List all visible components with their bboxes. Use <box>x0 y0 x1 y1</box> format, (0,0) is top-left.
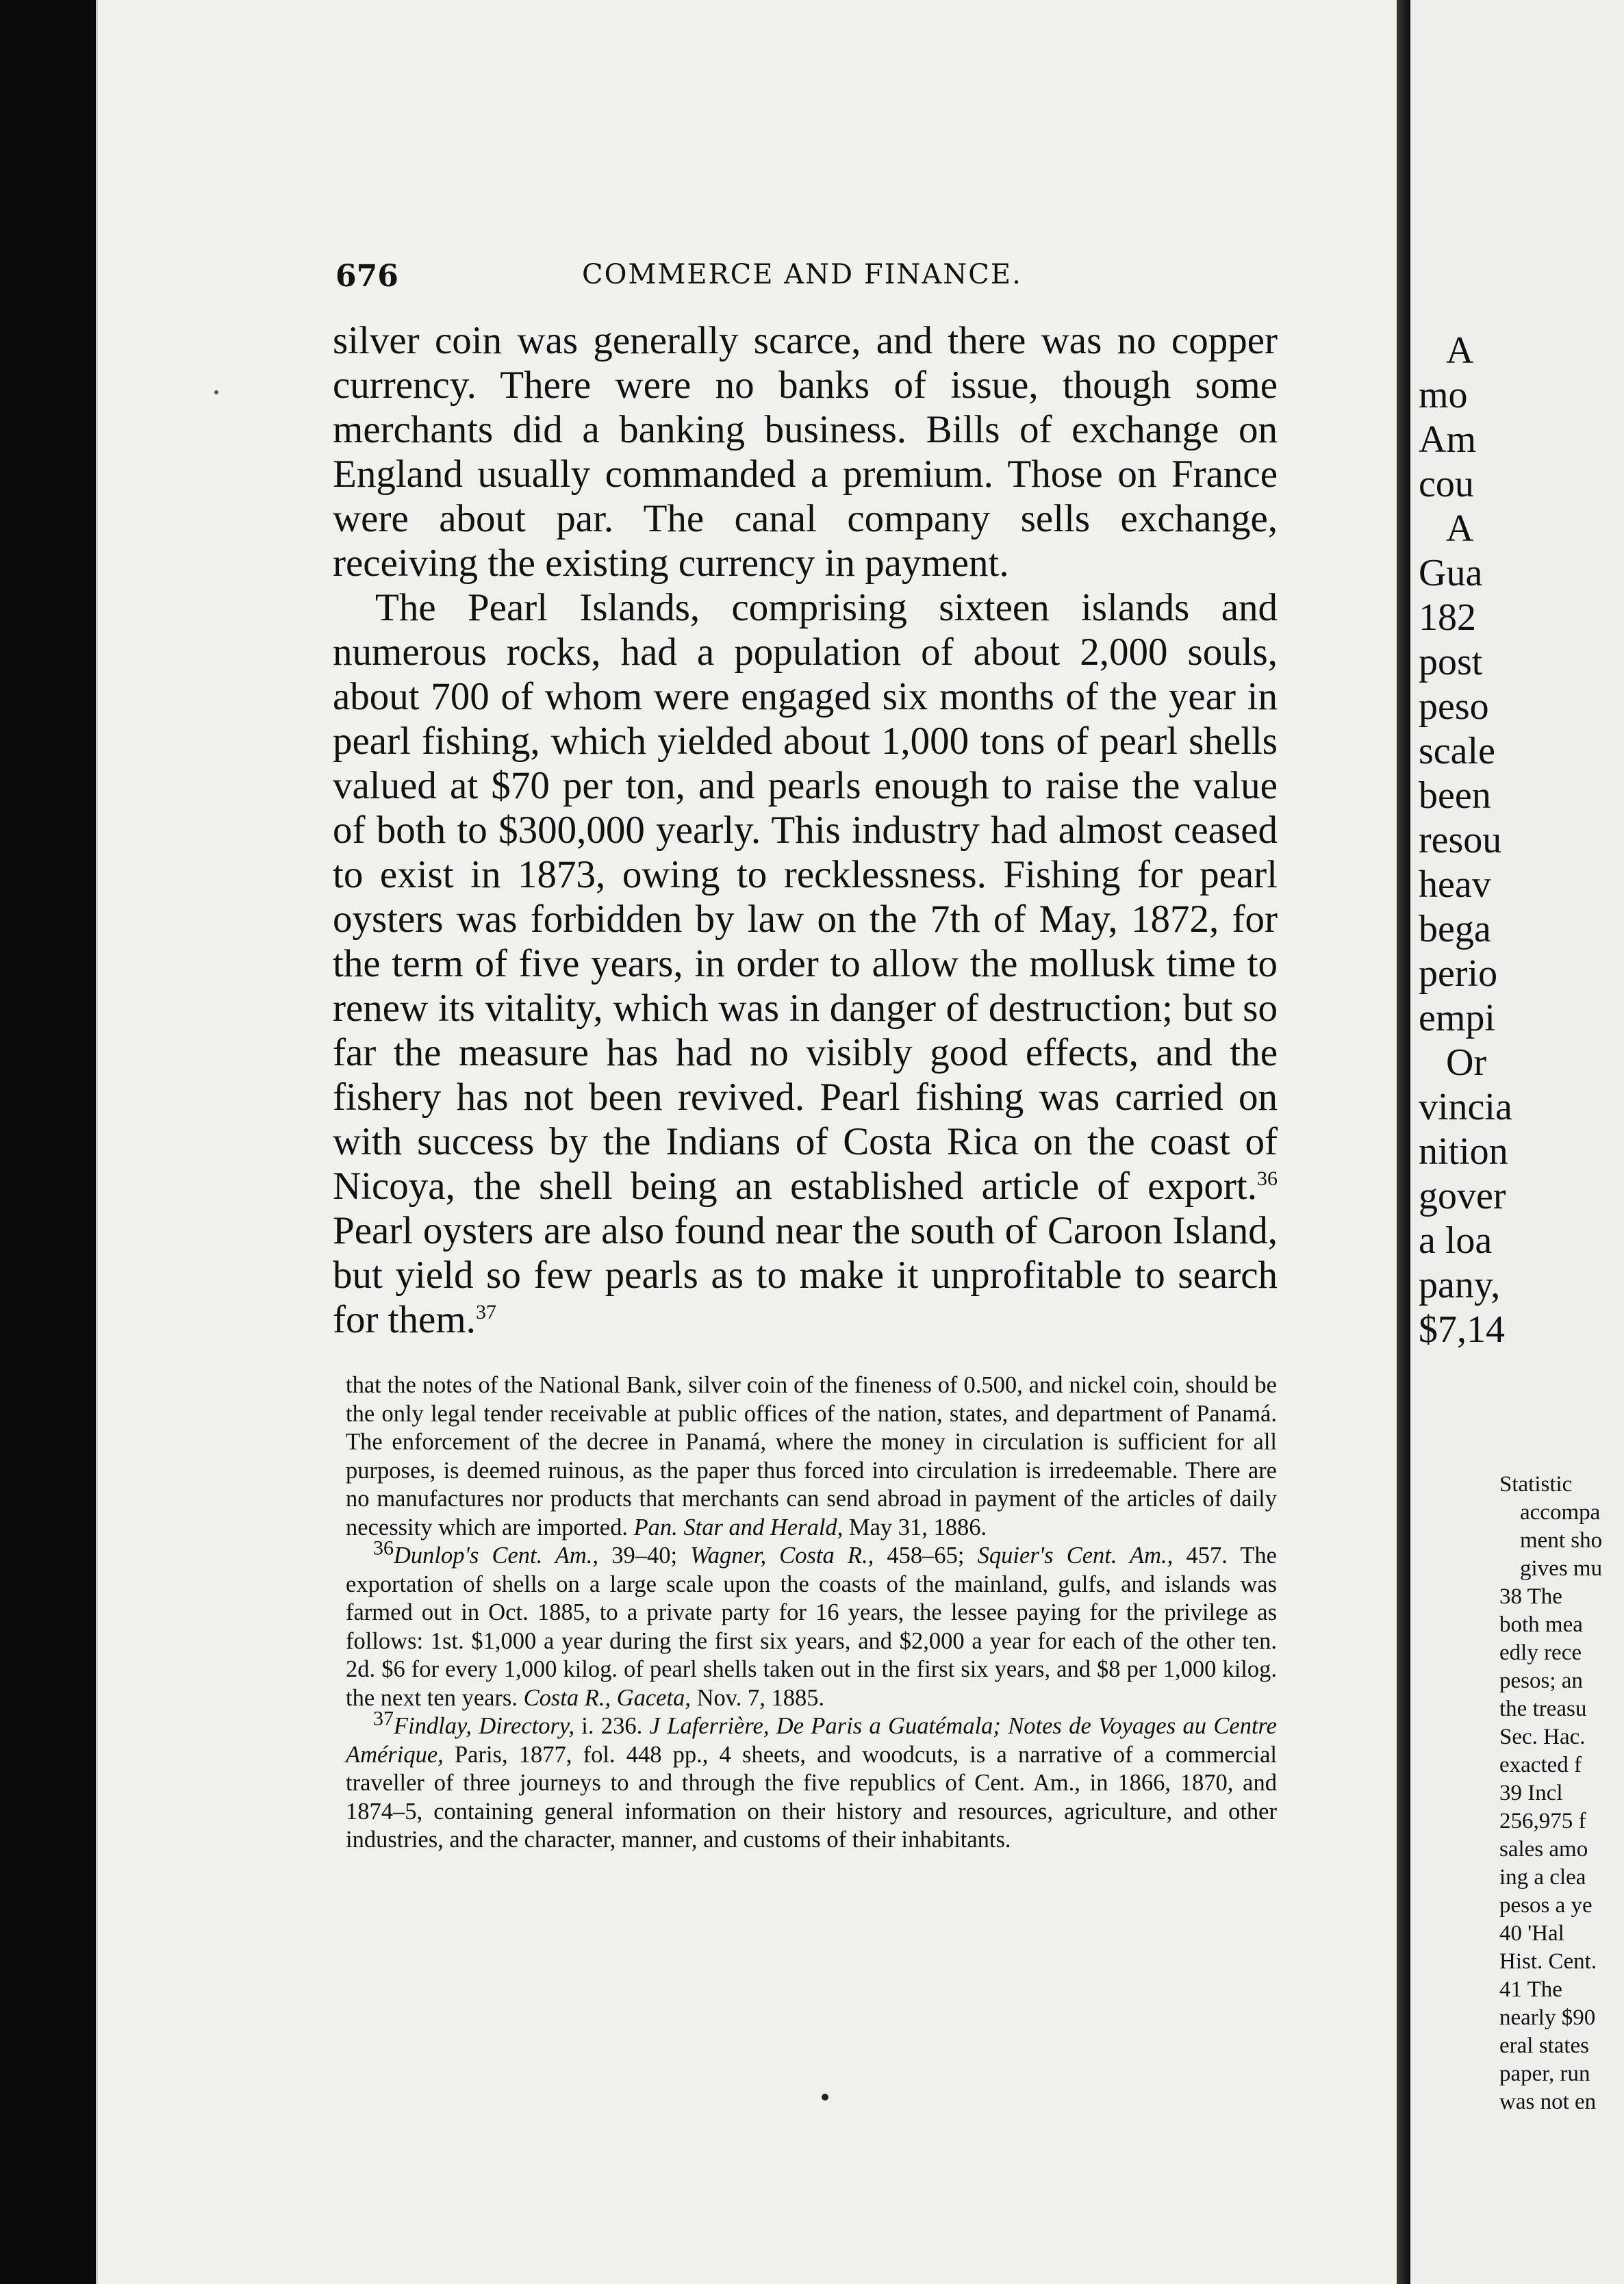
facing-note-line: paper, run <box>1499 2061 1590 2086</box>
facing-note-line: 39 Incl <box>1499 1781 1563 1805</box>
footnote-continuation <box>346 1371 1277 1542</box>
facing-note-line: 41 The <box>1499 1977 1562 2002</box>
footnote-37-cite-findlay: Findlay, Directory, <box>394 1713 574 1739</box>
facing-note-line: nearly $90 <box>1499 2005 1596 2030</box>
paragraph-silver-coin: silver coin was generally scarce, and there was no copper currency. There were no banks of issue, though some merchants did a banking business. Bills of exchange on England usually commanded a premium. Those on France were about par. The canal company sells exchange, receiving the existing currency in payment. <box>333 319 1278 585</box>
facing-note-line: both mea <box>1499 1612 1583 1637</box>
facing-line: post <box>1419 641 1483 683</box>
facing-line: been <box>1419 774 1491 817</box>
footnote-37-number: 37 <box>373 1707 394 1730</box>
facing-line: heav <box>1419 863 1491 906</box>
facing-line: mo <box>1419 374 1468 416</box>
facing-note-line: accompa <box>1520 1500 1601 1525</box>
footnote-36-text: 458–65; <box>874 1543 978 1569</box>
facing-line: Am <box>1419 418 1476 461</box>
paragraph-pearl-islands <box>333 585 1278 1342</box>
facing-line: perio <box>1419 952 1498 995</box>
footnote-36-cite-dunlop: Dunlop's Cent. Am., <box>394 1543 599 1569</box>
main-text <box>333 318 1278 1342</box>
facing-line: peso <box>1419 685 1489 728</box>
page-number: 676 <box>335 259 398 294</box>
facing-line: $7,14 <box>1419 1308 1505 1351</box>
footnote-37-text: Paris, 1877, fol. 448 pp., 4 sheets, and woodcuts, is a narrative of a commercial traveller of three journeys to and through the five republics of Cent. Am., in 1866, 1870, and 1874–5, containing general information on their history and resources, agriculture, and other industries, and the character, manner, and customs of their inhabitants. <box>346 1741 1277 1853</box>
facing-note-line: 38 The <box>1499 1584 1562 1609</box>
facing-line: gover <box>1419 1175 1506 1217</box>
page-gutter <box>1397 0 1410 2284</box>
facing-line: Or <box>1446 1041 1487 1084</box>
facing-line: scale <box>1419 730 1495 772</box>
facing-page <box>1410 0 1624 2284</box>
facing-note-line: 256,975 f <box>1499 1809 1586 1833</box>
facing-note-line: was not en <box>1499 2090 1597 2114</box>
facing-page-text <box>1419 329 1512 1352</box>
facing-line: cou <box>1419 463 1474 505</box>
facing-line: a loa <box>1419 1219 1493 1262</box>
facing-note-line: exacted f <box>1499 1753 1582 1777</box>
facing-note-line: eral states <box>1499 2033 1590 2058</box>
facing-note-line: Statistic <box>1499 1472 1573 1497</box>
facing-line: bega <box>1419 908 1491 950</box>
footnote-36 <box>346 1536 1277 1712</box>
facing-line: resou <box>1419 819 1502 861</box>
facing-note-line: Hist. Cent. <box>1499 1949 1597 1974</box>
footnote-36-cite-squier: Squier's Cent. Am., <box>977 1543 1173 1569</box>
facing-note-line: pesos; an <box>1499 1668 1583 1693</box>
page-dot-mark <box>822 2094 828 2101</box>
facing-line: empi <box>1419 997 1495 1039</box>
facing-note-line: ing a clea <box>1499 1865 1586 1890</box>
pearl-islands-text-b: Pearl oysters are also found near the south of Caroon Island, but yield so few pearls as to make it unprofitable to search for them. <box>333 1209 1278 1341</box>
pearl-islands-text-a: The Pearl Islands, comprising sixteen islands and numerous rocks, had a population of about 2,000 souls, about 700 of whom were engaged six months of the year in pearl fishing, which yielded about 1,000 tons of pearl shells valued at $70 per ton, and pearls enough to raise the value of both to $300,000 yearly. This industry had almost ceased to exist in 1873, owing to recklessness. Fishing for pearl oysters was forbidden by law on the 7th of May, 1872, for the term of five years, in order to allow the mollusk time to renew its vitality, which was in danger of destruction; but so far the measure has had no visibly good effects, and the fishery has not been revived. Pearl fishing was carried on with success by the Indians of Costa Rica on the coast of Nicoya, the shell being an established article of export. <box>333 586 1278 1208</box>
footnote-37 <box>346 1707 1277 1855</box>
facing-note-line: pesos a ye <box>1499 1893 1593 1918</box>
footnote-37-text: i. 236. <box>574 1713 650 1739</box>
facing-note-line: the treasu <box>1499 1697 1587 1721</box>
facing-note-line: gives mu <box>1520 1556 1603 1581</box>
facing-line: pany, <box>1419 1264 1501 1306</box>
facing-note-line: Sec. Hac. <box>1499 1725 1586 1749</box>
footnote-37-cite-laferriere: J Laferrière, De Paris a Guatémala; Notes de Voyages au Centre Amérique, <box>346 1713 1277 1768</box>
footnotes <box>346 1371 1277 1855</box>
footnote-36-text: Nov. 7, 1885. <box>690 1684 825 1711</box>
footnote-36-text: 457. The exportation of shells on a large scale upon the coasts of the mainland, gulfs, and islands was farmed out in Oct. 1885, to a private party for 16 years, the lessee paying for the privilege as follows: 1st. $1,000 a year during the first six years, and $2,000 a year for each of the other ten. 2d. $6 for every 1,000 kilog. of pearl shells taken out in the first six years, and $8 per 1,000 kilog. the next ten years. <box>346 1543 1277 1711</box>
scan-speck <box>214 390 218 394</box>
footnote-36-cite-gaceta: Costa R., Gaceta, <box>523 1684 691 1711</box>
facing-line: A <box>1446 329 1474 372</box>
footnote-cont-citation: Pan. Star and Herald, <box>633 1514 843 1540</box>
facing-note-line: edly rece <box>1499 1640 1582 1665</box>
footnote-ref-37: 37 <box>475 1301 496 1323</box>
facing-line: Gua <box>1419 552 1483 594</box>
facing-line: nition <box>1419 1130 1508 1173</box>
facing-note-line: 40 'Hal <box>1499 1921 1564 1946</box>
footnote-36-number: 36 <box>373 1536 394 1560</box>
facing-note-line: ment sho <box>1520 1528 1603 1553</box>
facing-line: vincia <box>1419 1086 1512 1128</box>
footnote-cont-text-a: that the notes of the National Bank, silver coin of the fineness of 0.500, and nickel coin, should be the only legal tender receivable at public offices of the nation, states, and department of Panamá. The enforcement of the decree in Panamá, where the money in circulation is sufficient for all purposes, is deemed ruinous, as the paper thus forced into circulation is irredeemable. There are no manufactures nor products that merchants can send abroad in payment of the articles of daily necessity which are imported. <box>346 1372 1277 1540</box>
page-header <box>335 246 1280 294</box>
footnote-ref-36: 36 <box>1257 1167 1278 1190</box>
facing-line: A <box>1446 507 1474 550</box>
running-head: COMMERCE AND FINANCE. <box>582 259 1022 290</box>
facing-page-notes <box>1499 1471 1602 2116</box>
facing-line: 182 <box>1419 596 1476 639</box>
footnote-36-text: 39–40; <box>598 1543 691 1569</box>
footnote-cont-text-b: May 31, 1886. <box>843 1514 987 1540</box>
facing-note-line: sales amo <box>1499 1837 1588 1862</box>
footnote-36-cite-wagner: Wagner, Costa R., <box>690 1543 874 1569</box>
